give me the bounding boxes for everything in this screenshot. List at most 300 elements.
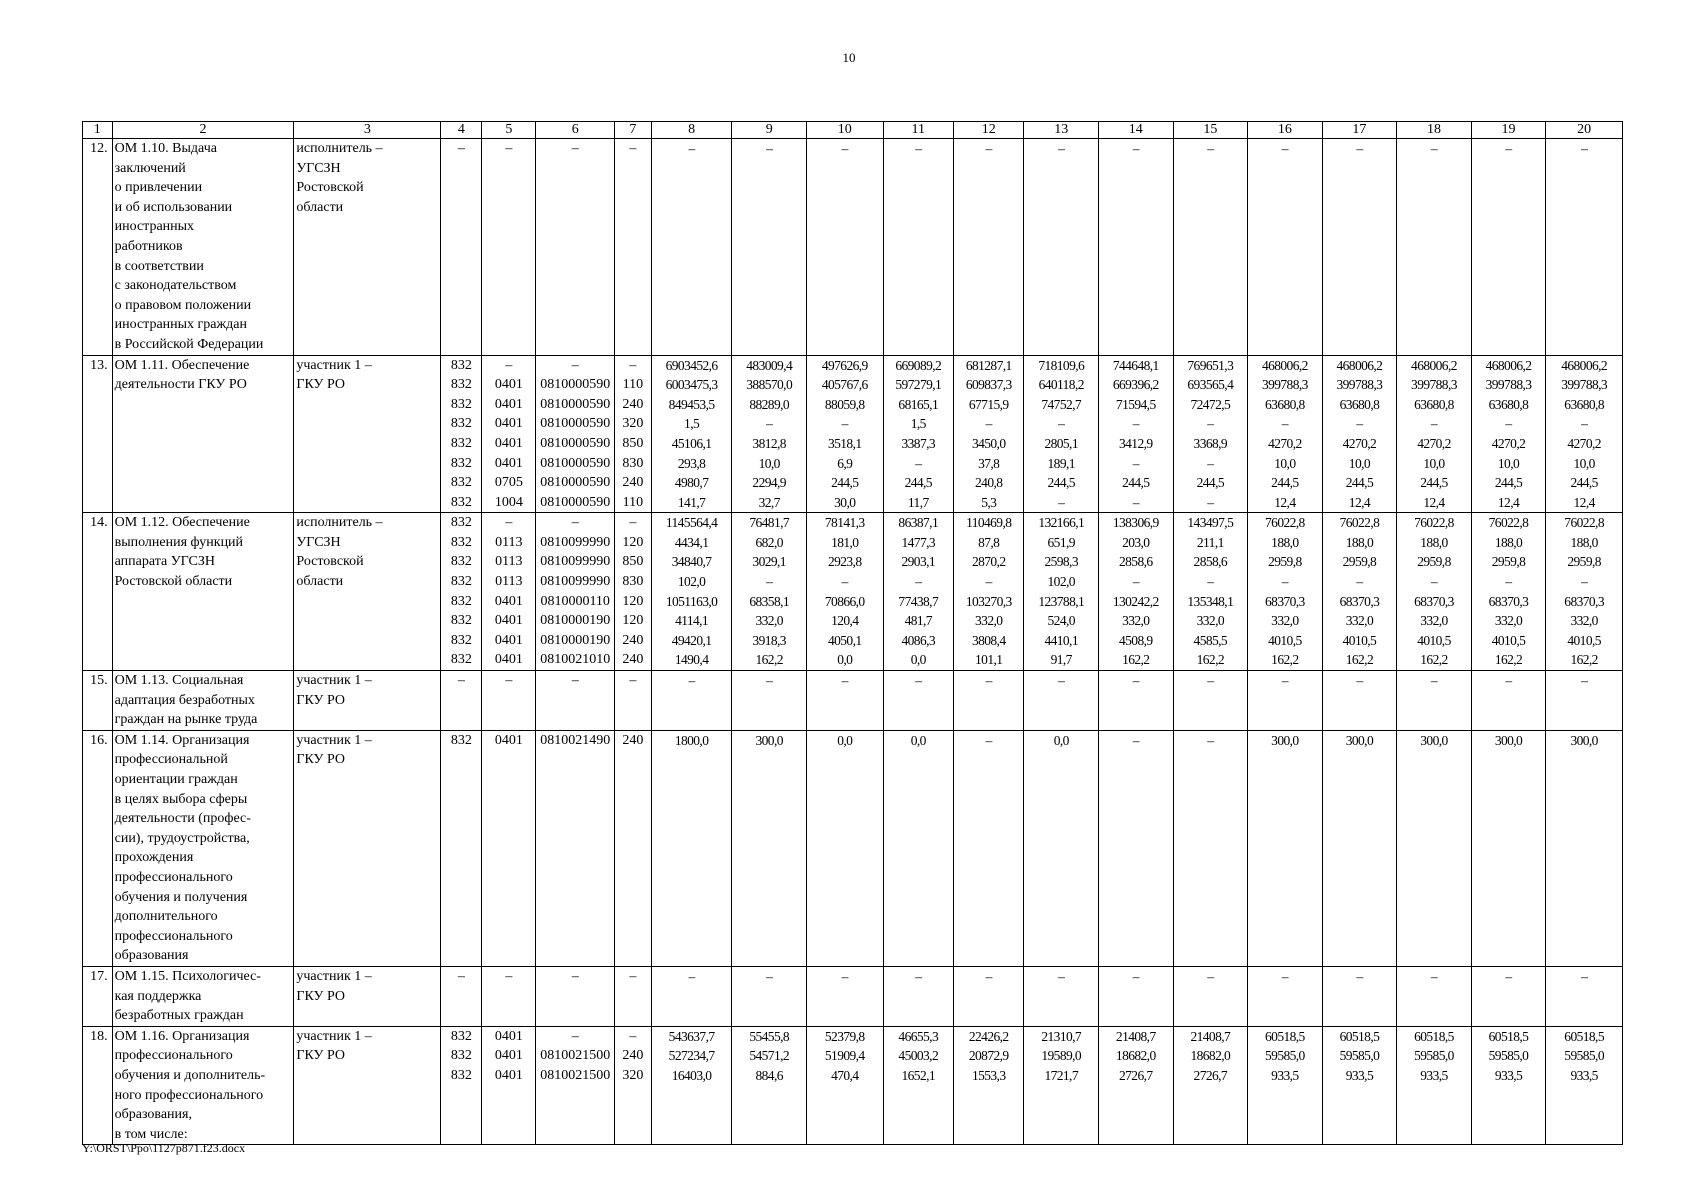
cell-line: 162,2 [1570, 652, 1598, 668]
value-cell [1099, 355, 1174, 513]
value-cell [1546, 139, 1623, 356]
value-cell [1173, 671, 1248, 731]
cell-line: ОМ 1.11. Обеспечение [114, 357, 250, 373]
cell-line: ОМ 1.14. Организация [114, 732, 250, 748]
header-cell: 10 [806, 122, 883, 139]
cell-line: 933,5 [1420, 1067, 1448, 1083]
header-row [83, 122, 1623, 139]
cell-line: – [1207, 416, 1214, 432]
cell-line: профессионального [114, 869, 233, 885]
cell-line: 0401 [494, 632, 523, 648]
cell-line: 681287,1 [965, 357, 1012, 373]
value-cell [954, 139, 1024, 356]
cell-line: 123788,1 [1038, 593, 1085, 609]
cell-line: 1553,3 [971, 1067, 1006, 1083]
value-cell [1471, 355, 1546, 513]
cell-line: – [985, 673, 992, 689]
cell-line: – [1207, 968, 1214, 984]
page-number: 10 [842, 50, 856, 65]
code-grbs [441, 513, 482, 671]
cell-line: в целях выбора сферы [114, 791, 248, 807]
row-number: 12. [83, 139, 113, 356]
cell-line: – [841, 416, 848, 432]
cell-line: – [1281, 968, 1288, 984]
cell-line: – [505, 673, 513, 689]
cell-line: 4270,2 [1567, 435, 1601, 451]
cell-line: 0810000590 [540, 494, 611, 510]
cell-line: 468006,2 [1561, 357, 1608, 373]
cell-line: 244,5 [1494, 475, 1523, 491]
table-row [83, 139, 1623, 356]
cell-line: в соответствии [114, 258, 204, 274]
cell-line: 300,0 [1271, 732, 1299, 748]
cell-line: – [1430, 968, 1438, 984]
code-section [482, 139, 536, 356]
executor [294, 671, 441, 731]
cell-line: – [915, 673, 922, 689]
cell-line: работников [114, 238, 183, 254]
cell-line: 21408,7 [1115, 1028, 1156, 1044]
value-cell [1397, 730, 1472, 966]
cell-line: 10,0 [1497, 455, 1520, 471]
cell-line: 399788,3 [1411, 377, 1457, 393]
cell-line: ного профессионального [114, 1087, 264, 1103]
value-cell [1546, 671, 1623, 731]
cell-line: 19589,0 [1041, 1048, 1082, 1064]
cell-line: – [505, 515, 513, 531]
cell-line: – [505, 141, 513, 156]
cell-line: 933,5 [1271, 1067, 1299, 1083]
cell-line: 181,0 [831, 534, 859, 550]
cell-line: прохождения [114, 850, 194, 866]
cell-line: 12,4 [1348, 494, 1371, 510]
cell-line: – [571, 141, 579, 156]
value-cell [806, 966, 883, 1026]
cell-line: 849453,5 [668, 396, 715, 412]
cell-line: 32,7 [758, 494, 780, 510]
cell-line: 59585,0 [1564, 1048, 1604, 1064]
value-cell [1322, 513, 1397, 671]
cell-line: 60518,5 [1339, 1028, 1380, 1044]
cell-line: – [1058, 141, 1065, 156]
cell-line: 2903,1 [901, 554, 936, 570]
measure-name [112, 966, 294, 1026]
cell-line: 832 [450, 396, 472, 412]
cell-line: 77438,7 [898, 593, 939, 609]
executor [294, 966, 441, 1026]
cell-line: 76022,8 [1265, 515, 1305, 531]
cell-line: о привлечении [114, 180, 203, 196]
code-grbs [441, 966, 482, 1026]
value-cell [883, 139, 953, 356]
cell-line: – [1058, 416, 1065, 432]
row-number: 13. [83, 355, 113, 513]
cell-line: 832 [450, 377, 472, 393]
cell-line: 71594,5 [1115, 396, 1156, 412]
cell-line: 405767,6 [821, 377, 868, 393]
cell-line: 399788,3 [1485, 377, 1532, 393]
cell-line: – [457, 141, 465, 156]
cell-line: – [766, 673, 773, 689]
row-number: 14. [83, 513, 113, 671]
cell-line: 4010,5 [1567, 632, 1601, 648]
cell-line: 332,0 [755, 613, 783, 629]
cell-line: 399788,3 [1336, 377, 1383, 393]
cell-line: 63680,8 [1564, 396, 1604, 412]
code-grbs [441, 1026, 482, 1145]
cell-line: 59585,0 [1414, 1048, 1454, 1064]
cell-line: 0810000590 [540, 475, 611, 491]
code-section [482, 513, 536, 671]
cell-line: – [985, 416, 992, 432]
cell-line: 1721,7 [1044, 1067, 1078, 1083]
cell-line: 102,0 [1047, 574, 1075, 590]
cell-line: 300,0 [1570, 732, 1598, 748]
cell-line: 524,0 [1047, 613, 1075, 629]
cell-line: 1800,0 [674, 732, 709, 748]
cell-line: 597279,1 [895, 377, 942, 393]
cell-line: – [629, 141, 637, 156]
cell-line: 830 [622, 574, 644, 590]
cell-line: 2598,3 [1044, 554, 1078, 570]
cell-line: 10,0 [1423, 455, 1445, 471]
value-cell [651, 513, 732, 671]
cell-line: – [1132, 455, 1139, 471]
cell-line: 68358,1 [749, 593, 790, 609]
cell-line: – [841, 968, 848, 984]
measure-name [112, 671, 294, 731]
header-cell: 14 [1099, 122, 1174, 139]
cell-line: 120,4 [831, 613, 859, 629]
cell-line: 832 [450, 435, 472, 451]
cell-line: – [1505, 673, 1512, 689]
cell-line: – [571, 357, 579, 373]
code-expense-type [615, 355, 652, 513]
cell-line: 693565,4 [1187, 377, 1234, 393]
cell-line: 832 [450, 574, 472, 590]
cell-line: 0810000590 [540, 455, 611, 471]
value-cell [883, 513, 953, 671]
cell-line: ГКУ РО [296, 692, 346, 708]
value-cell [1322, 730, 1397, 966]
cell-line: 0810021500 [540, 1067, 611, 1083]
code-target [536, 966, 615, 1026]
value-cell [1546, 966, 1623, 1026]
cell-line: 60518,5 [1564, 1028, 1604, 1044]
code-target [536, 355, 615, 513]
cell-line: – [1356, 968, 1363, 984]
value-cell [1173, 966, 1248, 1026]
cell-line: 718109,6 [1038, 357, 1085, 373]
cell-line: – [571, 968, 579, 984]
cell-line: 332,0 [1122, 613, 1150, 629]
cell-line: кая поддержка [114, 988, 202, 1004]
cell-line: 52379,8 [824, 1028, 865, 1044]
cell-line: 832 [450, 515, 472, 531]
cell-line: 76022,8 [1339, 515, 1380, 531]
row-number: 18. [83, 1026, 113, 1145]
value-cell [1471, 513, 1546, 671]
cell-line: – [688, 141, 695, 156]
cell-line: 332,0 [1345, 613, 1374, 629]
code-target [536, 139, 615, 356]
cell-line: 91,7 [1050, 652, 1072, 668]
value-cell [1397, 671, 1472, 731]
value-cell [1173, 513, 1248, 671]
cell-line: и об использовании [114, 199, 233, 215]
cell-line: 669396,2 [1112, 377, 1159, 393]
cell-line: 468006,2 [1411, 357, 1457, 373]
value-cell [651, 671, 732, 731]
value-cell [1322, 966, 1397, 1026]
cell-line: 37,8 [978, 455, 1000, 471]
cell-line: 1145564,4 [665, 515, 718, 531]
cell-line: – [1132, 494, 1139, 510]
header-cell: 19 [1471, 122, 1546, 139]
value-cell [1248, 966, 1323, 1026]
cell-line: адаптация безработных [114, 692, 255, 708]
cell-line: 0,0 [837, 732, 853, 748]
executor [294, 513, 441, 671]
value-cell [806, 730, 883, 966]
cell-line: 3412,9 [1119, 435, 1153, 451]
code-expense-type [615, 966, 652, 1026]
cell-line: – [766, 968, 773, 984]
cell-line: – [915, 574, 922, 590]
cell-line: 470,4 [831, 1067, 859, 1083]
code-expense-type [615, 513, 652, 671]
cell-line: 55455,8 [749, 1028, 790, 1044]
cell-line: 0810021490 [540, 732, 611, 748]
cell-line: ГКУ РО [296, 377, 346, 393]
code-expense-type [615, 671, 652, 731]
cell-line: – [1207, 574, 1214, 590]
cell-line: 0401 [494, 416, 523, 432]
cell-line: 832 [450, 475, 472, 491]
cell-line: 4010,5 [1491, 632, 1526, 648]
cell-line: – [1058, 673, 1065, 689]
cell-line: 188,0 [1345, 534, 1374, 550]
cell-line: 332,0 [1570, 613, 1598, 629]
value-cell [883, 355, 953, 513]
code-grbs [441, 671, 482, 731]
cell-line: 67715,9 [968, 396, 1009, 412]
cell-line: сии), трудоустройства, [114, 830, 250, 846]
cell-line: УГСЗН [296, 160, 341, 176]
value-cell [954, 671, 1024, 731]
cell-line: – [571, 515, 579, 531]
cell-line: – [915, 455, 922, 471]
cell-line: ОМ 1.15. Психологичес- [114, 968, 261, 984]
cell-line: – [571, 1028, 579, 1044]
cell-line: ГКУ РО [296, 988, 346, 1004]
cell-line: 60518,5 [1265, 1028, 1305, 1044]
value-cell [1397, 513, 1472, 671]
cell-line: 76022,8 [1488, 515, 1529, 531]
cell-line: – [629, 515, 637, 531]
value-cell [806, 139, 883, 356]
cell-line: – [571, 673, 579, 689]
cell-line: 543637,7 [668, 1028, 715, 1044]
cell-line: 933,5 [1345, 1067, 1374, 1083]
header-cell: 17 [1322, 122, 1397, 139]
cell-line: 4434,1 [674, 534, 709, 550]
value-cell [954, 966, 1024, 1026]
cell-line: – [1132, 732, 1139, 748]
cell-line: – [1581, 968, 1588, 984]
cell-line: 4010,5 [1417, 632, 1451, 648]
budget-table [82, 121, 1623, 1145]
code-target [536, 1026, 615, 1145]
cell-line: 2726,7 [1193, 1067, 1228, 1083]
header-cell: 1 [83, 122, 113, 139]
table-row [83, 730, 1623, 966]
cell-line: 46655,3 [898, 1028, 939, 1044]
cell-line: 0113 [495, 574, 523, 590]
cell-line: 30,0 [834, 494, 856, 510]
cell-line: 34840,7 [671, 554, 712, 570]
value-cell [651, 966, 732, 1026]
cell-line: 832 [450, 732, 472, 748]
cell-line: 68370,3 [1414, 593, 1454, 609]
cell-line: деятельности (профес- [114, 811, 251, 827]
cell-line: 2959,8 [1417, 554, 1451, 570]
row-number: 15. [83, 671, 113, 731]
cell-line: 132166,1 [1038, 515, 1085, 531]
cell-line: – [1207, 732, 1214, 748]
cell-line: Ростовской области [114, 574, 233, 590]
cell-line: 101,1 [975, 652, 1003, 668]
value-cell [1248, 513, 1323, 671]
cell-line: 74752,7 [1041, 396, 1082, 412]
value-cell [1248, 1026, 1323, 1145]
cell-line: 744648,1 [1112, 357, 1159, 373]
cell-line: 832 [450, 554, 472, 570]
cell-line: 103270,3 [965, 593, 1012, 609]
cell-line: 4270,2 [1268, 435, 1302, 451]
cell-line: 6903452,6 [665, 357, 718, 373]
cell-line: 0810000590 [540, 396, 611, 412]
cell-line: профессионального [114, 1048, 233, 1064]
value-cell [732, 355, 807, 513]
cell-line: – [841, 574, 848, 590]
cell-line: дополнительного [114, 909, 218, 925]
cell-line: 4050,1 [827, 632, 862, 648]
cell-line: – [1281, 574, 1288, 590]
cell-line: 244,5 [1345, 475, 1374, 491]
cell-line: 2959,8 [1342, 554, 1377, 570]
code-expense-type [615, 1026, 652, 1145]
cell-line: 4270,2 [1342, 435, 1377, 451]
cell-line: 162,2 [755, 652, 783, 668]
measure-name [112, 139, 294, 356]
cell-line: 70866,0 [824, 593, 865, 609]
cell-line: 832 [450, 357, 472, 373]
cell-line: 21408,7 [1190, 1028, 1231, 1044]
value-cell [1546, 513, 1623, 671]
value-cell [1173, 730, 1248, 966]
cell-line: 143497,5 [1187, 515, 1234, 531]
table-row [83, 355, 1623, 513]
cell-line: – [1207, 141, 1214, 156]
cell-line: 135348,1 [1187, 593, 1234, 609]
cell-line: 188,0 [1494, 534, 1523, 550]
code-target [536, 671, 615, 731]
cell-line: 0,0 [1053, 732, 1069, 748]
cell-line: 45003,2 [898, 1048, 939, 1064]
measure-name [112, 513, 294, 671]
code-target [536, 513, 615, 671]
value-cell [1248, 671, 1323, 731]
cell-line: деятельности ГКУ РО [114, 377, 247, 393]
cell-line: 72472,5 [1190, 396, 1231, 412]
value-cell [1322, 355, 1397, 513]
cell-line: – [766, 574, 773, 590]
cell-line: безработных граждан [114, 1008, 244, 1024]
cell-line: 2959,8 [1268, 554, 1302, 570]
cell-line: 16403,0 [671, 1067, 712, 1083]
cell-line: – [1581, 416, 1588, 432]
executor [294, 139, 441, 356]
cell-line: 102,0 [677, 574, 706, 590]
cell-line: 2294,9 [752, 475, 786, 491]
cell-line: 0810099990 [540, 534, 611, 550]
cell-line: 399788,3 [1561, 377, 1608, 393]
cell-line: 162,2 [1271, 652, 1299, 668]
cell-line: 110469,8 [966, 515, 1012, 531]
cell-line: 3029,1 [752, 554, 786, 570]
cell-line: 0810000590 [540, 416, 611, 432]
value-cell [732, 671, 807, 731]
cell-line: – [457, 673, 465, 689]
cell-line: 12,4 [1274, 494, 1296, 510]
value-cell [1173, 355, 1248, 513]
measure-name [112, 355, 294, 513]
cell-line: 832 [450, 593, 472, 609]
table-row [83, 1026, 1623, 1145]
cell-line: 63680,8 [1265, 396, 1305, 412]
cell-line: 933,5 [1494, 1067, 1523, 1083]
cell-line: в Российской Федерации [114, 336, 264, 352]
cell-line: 669089,2 [895, 357, 942, 373]
value-cell [1024, 730, 1099, 966]
cell-line: – [1281, 673, 1288, 689]
cell-line: 0810000590 [540, 435, 611, 451]
cell-line: 59585,0 [1488, 1048, 1529, 1064]
cell-line: 830 [622, 455, 644, 471]
value-cell [1322, 1026, 1397, 1145]
cell-line: иностранных граждан [114, 317, 248, 333]
cell-line: – [985, 732, 992, 748]
cell-line: 240 [622, 396, 644, 412]
code-section [482, 966, 536, 1026]
cell-line: 300,0 [755, 732, 783, 748]
header-cell: 15 [1173, 122, 1248, 139]
code-section [482, 730, 536, 966]
cell-line: 162,2 [1345, 652, 1374, 668]
cell-line: 10,0 [1348, 455, 1371, 471]
code-section [482, 671, 536, 731]
cell-line: – [1132, 968, 1139, 984]
cell-line: 120 [622, 593, 644, 609]
cell-line: 162,2 [1420, 652, 1448, 668]
cell-line: 244,5 [1122, 475, 1150, 491]
cell-line: – [505, 357, 513, 373]
header-cell: 5 [482, 122, 536, 139]
cell-line: 63680,8 [1339, 396, 1380, 412]
cell-line: – [1581, 574, 1588, 590]
cell-line: 244,5 [1271, 475, 1299, 491]
